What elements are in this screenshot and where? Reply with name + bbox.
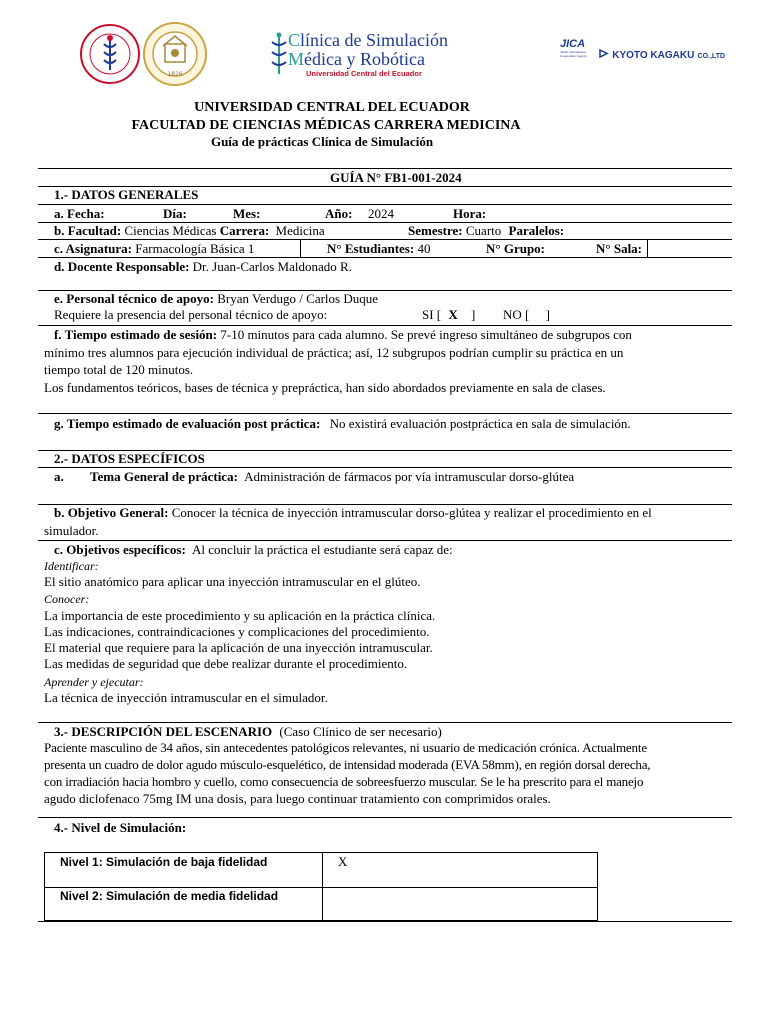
section2-title: 2.- DATOS ESPECÍFICOS (54, 451, 205, 466)
tiempo-line2: mínimo tres alumnos para ejecución individual de práctica; así, 12 subgrupos podrían cumplir su práctica en un (44, 345, 624, 360)
especificos-value: Al concluir la práctica el estudiante será capaz de: (192, 542, 453, 557)
mes-label: Mes: (233, 206, 261, 221)
tiempo-line4: Los fundamentos teóricos, bases de técnica y prepráctica, han sido abordados previamente en sala de clases. (44, 380, 606, 395)
conocer-heading: Conocer: (44, 592, 90, 606)
kyoto-kagaku-icon (598, 48, 609, 59)
clinic-title-initial2: M (288, 49, 305, 69)
docente-label: d. Docente Responsable: (54, 259, 190, 274)
dia-label: Día: (163, 206, 187, 221)
eval-value: No existirá evaluación postpráctica en sala de simulación. (329, 416, 631, 431)
personal-row (54, 291, 378, 307)
clinic-title-line1: línica de Simulación (300, 30, 448, 50)
estudiantes-label: N° Estudiantes: (327, 241, 415, 256)
asignatura-row (54, 241, 254, 257)
tiempo-label: f. Tiempo estimado de sesión: (54, 327, 218, 342)
clinic-logo (266, 30, 462, 82)
kyoto-kagaku-suffix: CO.,LTD (697, 53, 726, 60)
guide-number: GUÍA N° FB1-001-2024 (330, 170, 462, 185)
facultad-label: b. Facultad: (54, 223, 122, 238)
faculty-title: FACULTAD DE CIENCIAS MÉDICAS CARRERA MEDICINA (131, 118, 521, 133)
paralelos-label: Paralelos: (508, 223, 565, 238)
semestre-row (408, 223, 564, 239)
scenario-line: con irradiación hacia hombro y cuello, como consecuencia de sobreesfuerzo muscular. Se le ha prescrito para el manejo (44, 774, 644, 789)
level-1-label: Nivel 1: Simulación de baja fidelidad (60, 855, 268, 869)
tiempo-line3: tiempo total de 120 minutos. (44, 362, 194, 377)
clinic-title-line2: édica y Robótica (304, 49, 425, 69)
tema-label: Tema General de práctica: (90, 469, 238, 484)
rule (38, 204, 732, 205)
asignatura-value: Farmacología Básica 1 (135, 241, 255, 256)
objetivo-line2: simulador. (44, 523, 99, 538)
section4-title: 4.- Nivel de Simulación: (54, 820, 187, 835)
guide-subtitle: Guía de prácticas Clínica de Simulación (210, 134, 434, 149)
uce-university-seal (143, 22, 207, 86)
si-option (422, 307, 475, 323)
rule (38, 817, 732, 818)
conocer-item: El material que requiere para la aplicación de una inyección intramuscular. (44, 640, 433, 655)
level-1-mark: X (338, 854, 348, 869)
rule (38, 540, 732, 541)
divider (647, 240, 648, 257)
caduceus-icon (268, 32, 290, 76)
si-open: SI [ (422, 307, 442, 322)
facultad-value: Ciencias Médicas (124, 223, 217, 238)
especificos-label: c. Objetivos específicos: (54, 542, 186, 557)
si-mark: X (448, 307, 458, 322)
tema-row (90, 469, 574, 485)
identificar-heading: Identificar: (44, 559, 99, 573)
objetivo-line1 (54, 505, 652, 521)
rule (38, 168, 732, 169)
tiempo-line1 (54, 327, 632, 343)
conocer-item: La importancia de este procedimiento y su aplicación en la práctica clínica. (44, 608, 436, 623)
identificar-item: El sitio anatómico para aplicar una inyección intramuscular en el glúteo. (44, 574, 421, 589)
scenario-line: Paciente masculino de 34 años, sin antecedentes patológicos relevantes, ni usuario de medicación crónica. Actualmente (44, 740, 647, 755)
kyoto-kagaku-wordmark: KYOTO KAGAKU (612, 50, 695, 61)
simulation-level-table (44, 852, 598, 921)
semestre-value: Cuarto (465, 223, 502, 238)
clinic-subtitle: Universidad Central del Ecuador (306, 69, 422, 78)
conocer-item: Las medidas de seguridad que debe realizar durante el procedimiento. (44, 656, 408, 671)
docente-row (54, 259, 352, 275)
level-2-label: Nivel 2: Simulación de media fidelidad (60, 889, 279, 903)
rule (38, 257, 732, 258)
section1-title: 1.- DATOS GENERALES (54, 187, 199, 202)
uce-medicine-seal (80, 24, 140, 84)
objetivo-label: b. Objetivo General: (54, 505, 169, 520)
rule (38, 921, 732, 922)
docente-value: Dr. Juan-Carlos Maldonado R. (192, 259, 352, 274)
scenario-line: agudo diclofenaco 75mg IM una dosis, para luego continuar tratamiento con comprimidos orales. (44, 791, 551, 806)
rule (38, 722, 732, 723)
section3-note: (Caso Clínico de ser necesario) (279, 724, 442, 739)
anio-value: 2024 (368, 206, 394, 221)
rule (38, 467, 732, 468)
rule (38, 239, 732, 240)
hora-label: Hora: (453, 206, 487, 221)
tema-prefix: a. (54, 469, 64, 484)
conocer-item: Las indicaciones, contraindicaciones y complicaciones del procedimiento. (44, 624, 430, 639)
carrera-label: Carrera: (219, 223, 270, 238)
asignatura-label: c. Asignatura: (54, 241, 132, 256)
personal-value: Bryan Verdugo / Carlos Duque (217, 291, 378, 306)
tema-value: Administración de fármacos por vía intramuscular dorso-glútea (244, 469, 575, 484)
jica-subtitle: Japan International Cooperation Agency (560, 50, 588, 58)
especificos-row (54, 542, 453, 558)
tiempo-text1: 7-10 minutos para cada alumno. Se prevé ingreso simultáneo de subgrupos con (220, 327, 632, 342)
eval-row (54, 416, 631, 432)
rule (38, 413, 732, 414)
requiere-text: Requiere la presencia del personal técnico de apoyo: (54, 307, 328, 322)
section3-heading (54, 724, 442, 740)
kyoto-kagaku-logo (598, 46, 725, 62)
university-title: UNIVERSIDAD CENTRAL DEL ECUADOR (194, 100, 470, 115)
clinic-title-initial: C (288, 30, 301, 50)
anio-label: Año: (325, 206, 353, 221)
jica-logo (560, 38, 594, 68)
divider (300, 240, 301, 257)
estudiantes-value: 40 (417, 241, 431, 256)
aprender-heading: Aprender y ejecutar: (44, 675, 144, 689)
carrera-value: Medicina (275, 223, 325, 238)
personal-label: e. Personal técnico de apoyo: (54, 291, 214, 306)
sala-label: N° Sala: (596, 241, 643, 256)
si-close: ] (471, 307, 476, 322)
no-option: NO [ ] (503, 307, 550, 322)
table-divider (322, 853, 323, 920)
section3-title: 3.- DESCRIPCIÓN DEL ESCENARIO (54, 724, 273, 739)
aprender-item: La técnica de inyección intramuscular en el simulador. (44, 690, 328, 705)
grupo-label: N° Grupo: (486, 241, 546, 256)
seal-year: 1826 (167, 71, 183, 78)
estudiantes-row (327, 241, 430, 257)
eval-label: g. Tiempo estimado de evaluación post práctica: (54, 416, 321, 431)
rule (38, 325, 732, 326)
jica-wordmark: JICA (560, 38, 586, 50)
facultad-row (54, 223, 325, 239)
semestre-label: Semestre: (408, 223, 463, 238)
scenario-line: presenta un cuadro de dolor agudo músculo-esquelético, de intensidad moderada (EVA 58mm), en región dorsal derecha, (44, 757, 651, 772)
fecha-label: a. Fecha: (54, 206, 105, 221)
objetivo-text1: Conocer la técnica de inyección intramuscular dorso-glútea y realizar el procedimiento en el (171, 505, 652, 520)
